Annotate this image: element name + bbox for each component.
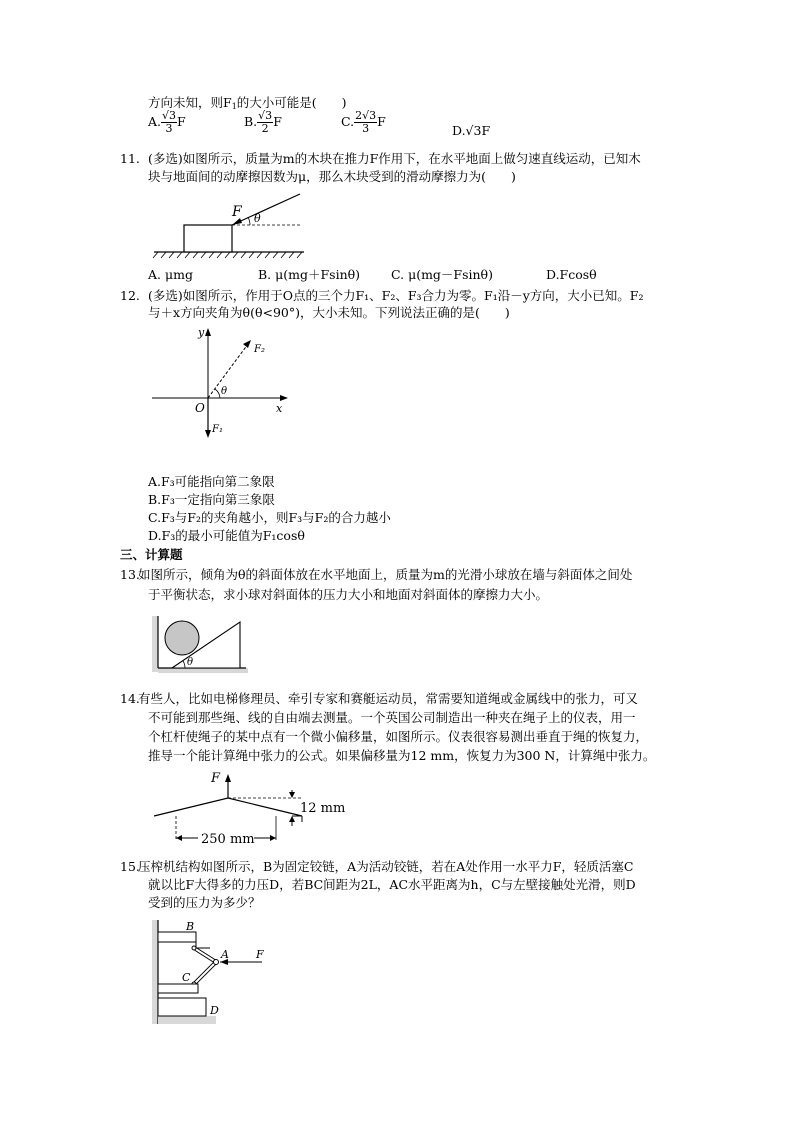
q14-text-line1: 有些人，比如电梯修理员、牵引专家和赛艇运动员，常需要知道绳或金属线中的张力，可又 (138, 691, 639, 706)
q12-option-d: D.F₃的最小可能值为F₁cosθ (148, 528, 305, 543)
q13-figure (152, 614, 252, 674)
q14-text-line3: 个杠杆使绳子的某中点有一个微小偏移量，如图所示。仪表很容易测出垂直于绳的恢复力， (148, 729, 649, 744)
q13-text-line2: 于平衡状态，求小球对斜面体的压力大小和地面对斜面体的摩擦力大小。 (148, 587, 549, 602)
q12-figure (148, 322, 298, 442)
q15-text-line3: 受到的压力为多少？ (148, 895, 261, 910)
fig-label-250mm: 250 mm (201, 832, 255, 847)
fig-label-F: F (211, 771, 221, 786)
piston-C (158, 984, 198, 993)
section-heading: 三、计算题 (120, 547, 183, 562)
q11-text-line1: (多选)如图所示，质量为m的木块在推力F作用下，在水平地面上做匀速直线运动，已知木 (148, 151, 641, 166)
q10-option-c: C. $\frac{2√3}{3}$ F (341, 109, 386, 135)
q12-option-a: A.F₃可能指向第二象限 (148, 474, 275, 489)
q15-number: 15. (120, 859, 140, 874)
wood-block (184, 225, 232, 252)
rope (154, 798, 302, 816)
q15-text-line1: 压榨机结构如图所示，B为固定铰链，A为活动铰链，若在A处作用一水平力F，轻质活塞C (138, 859, 634, 874)
q10-option-b: B. $\frac{√3}{2}$ F (244, 109, 282, 135)
q14-number: 14. (120, 691, 140, 706)
block-D (158, 998, 206, 1016)
fig-label-F1: F₁ (212, 424, 223, 435)
q10-tail: 方向未知，则$F_1$的大小可能是( ) (148, 95, 347, 111)
q14-figure (152, 770, 362, 850)
q10-option-a: A. $\frac{√3}{3}$ F (148, 109, 186, 135)
q12-text-line2: 与＋x方向夹角为θ(θ<90°)，大小未知。下列说法正确的是( ) (148, 305, 510, 320)
q13-number: 13. (120, 567, 140, 582)
q11-number: 11. (120, 151, 140, 166)
q10-option-d: D.√3F (452, 123, 491, 138)
q14-text-line4: 推导一个能计算绳中张力的公式。如果偏移量为12 mm，恢复力为300 N，计算绳中张力。 (148, 748, 656, 763)
q13-text-line1: 如图所示，倾角为θ的斜面体放在水平地面上，质量为m的光滑小球放在墙与斜面体之间处 (138, 567, 633, 582)
fig-label-12mm: 12 mm (300, 801, 346, 816)
ball (165, 621, 199, 655)
q14-text-line2: 不可能到那些绳、线的自由端去测量。一个英国公司制造出一种夹在绳子上的仪表，用一 (148, 710, 636, 725)
q15-text-line2: 就以比F大得多的力压D，若BC间距为2L，AC水平距离为h，C与左壁接触处光滑，则D (148, 877, 636, 892)
q11-option-b: B. μ(mg＋Fsinθ) (258, 267, 361, 282)
q12-text-line1: (多选)如图所示，作用于O点的三个力F₁、F₂、F₃合力为零。F₁沿－y方向，大小已知。F₂ (148, 288, 644, 303)
fig-label-F2: F₂ (254, 344, 265, 355)
fig-label-theta: θ (187, 657, 194, 668)
block-B (158, 932, 196, 942)
fig-label-A: A (221, 948, 229, 961)
q12-option-c: C.F₃与F₂的夹角越小，则F₃与F₂的合力越小 (148, 510, 391, 525)
fig-label-x: x (276, 402, 283, 415)
fig-label-O: O (195, 401, 205, 415)
q11-text-line2: 块与地面间的动摩擦因数为μ，那么木块受到的滑动摩擦力为( ) (148, 169, 516, 184)
q11-option-d: D.Fcosθ (546, 267, 597, 282)
fig-label-theta: θ (221, 386, 228, 397)
fig-label-F: F (232, 204, 242, 220)
q11-option-a: A. μmg (148, 267, 193, 282)
fig-label-y: y (198, 326, 205, 339)
fig-label-C: C (182, 971, 191, 984)
q11-option-c: C. μ(mg－Fsinθ) (391, 267, 493, 282)
fig-label-F: F (256, 948, 264, 961)
fig-label-D: D (210, 1004, 219, 1017)
fig-label-theta: θ (254, 212, 261, 225)
fig-label-B: B (186, 920, 195, 933)
q11-figure (150, 190, 310, 262)
q12-option-b: B.F₃一定指向第三象限 (148, 492, 275, 507)
q15-figure (150, 918, 280, 1028)
q12-number: 12. (120, 288, 140, 303)
force-line (232, 194, 300, 225)
